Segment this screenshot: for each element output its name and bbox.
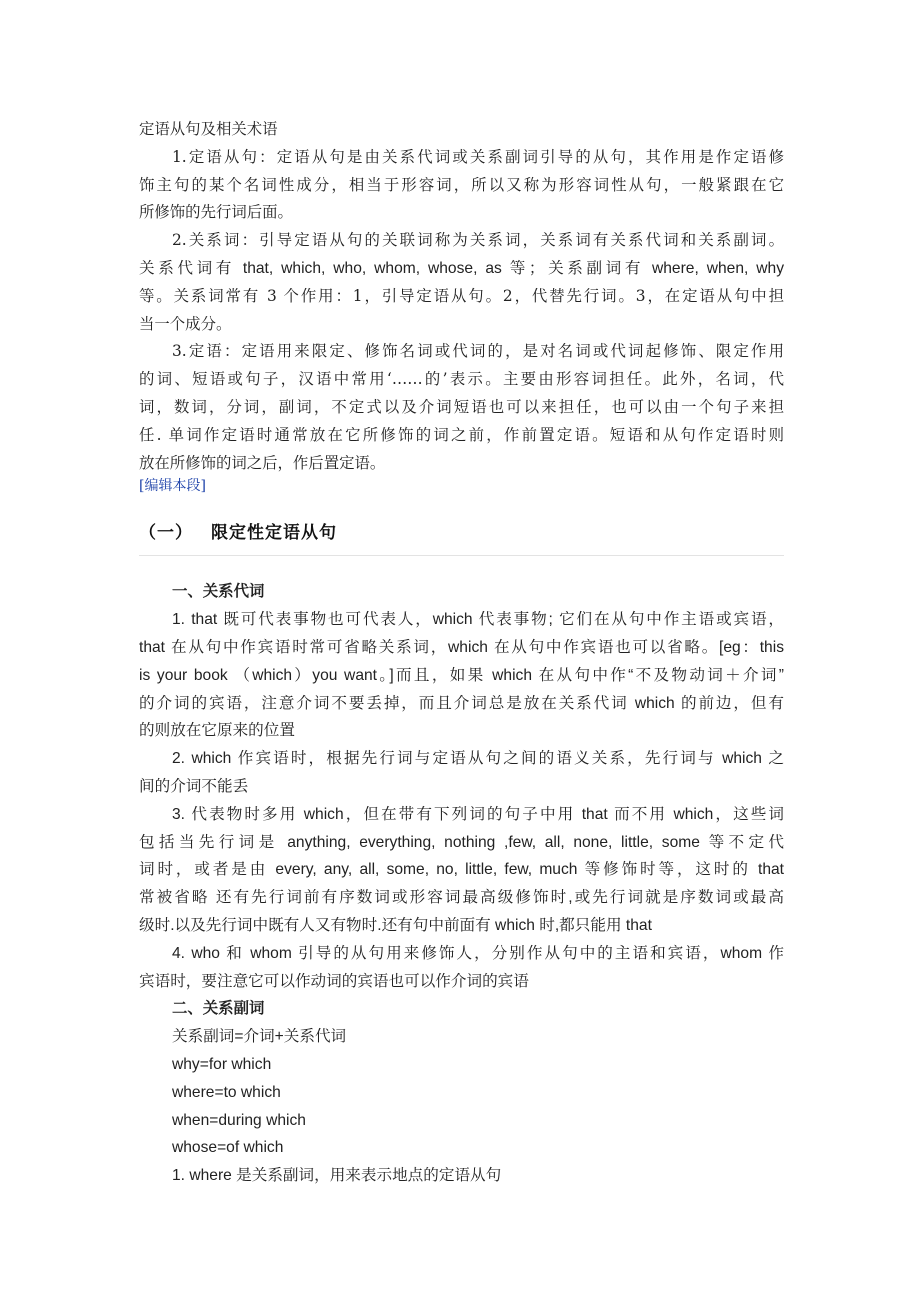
paragraph-line: that 在从句中作宾语时常可省略关系词，which 在从句中作宾语也可以省略。[eg：this [139, 638, 784, 656]
paragraph-relative-word [139, 227, 784, 338]
paragraph-that-only [139, 801, 784, 940]
document-body [139, 116, 784, 1190]
paragraph-line: 任. 单词作定语时通常放在它所修饰的词之前，作前置定语。短语和从句作定语时则 [139, 425, 784, 444]
paragraph-line: 4. who 和 whom 引导的从句用来修饰人，分别作从句中的主语和宾语，whom 作 [172, 944, 784, 962]
paragraph-line: 等。关系词常有 3 个作用：1，引导定语从句。2，代替先行词。3，在定语从句中担 [139, 286, 784, 305]
paragraph-line: 的介词的宾语，注意介词不要丢掉，而且介词总是放在关系代词 which 的前边，但有 [139, 694, 784, 712]
paragraph-line: 2.关系词：引导定语从句的关联词称为关系词，关系词有关系代词和关系副词。 [172, 231, 784, 250]
paragraph-line: 1. that 既可代表事物也可代表人，which 代表事物; 它们在从句中作主语或宾语， [172, 611, 784, 629]
paragraph-line: 饰主句的某个名词性成分，相当于形容词，所以又称为形容词性从句，一般紧跟在它 [139, 175, 784, 194]
paragraph-who-whom [139, 940, 784, 996]
relative-adverb-list [139, 1023, 784, 1190]
paragraph-line: 所修饰的先行词后面。 [139, 203, 293, 222]
paragraph-line: 的词、短语或句子，汉语中常用‘……的’表示。主要由形容词担任。此外，名词，代 [139, 370, 784, 389]
section-number: （一） [139, 523, 193, 543]
paragraph-line: 关系代词有 that, which, who, whom, whose, as 等；关系副词有 where, when, why [139, 259, 784, 277]
paragraph-line: 间的介词不能丢 [139, 777, 249, 795]
paragraph-line: is your book （which）you want。]而且，如果 which 在从句中作“不及物动词＋介词” [139, 666, 784, 684]
list-item: why=for which [172, 1055, 272, 1073]
subheading-relative-pronoun: 一、关系代词 [172, 583, 265, 601]
list-item: when=during which [172, 1111, 306, 1129]
paragraph-line: 3.定语：定语用来限定、修饰名词或代词的，是对名词或代词起修饰、限定作用 [172, 342, 784, 361]
paragraph-line: 宾语时，要注意它可以作动词的宾语也可以作介词的宾语 [139, 972, 529, 990]
list-item: 关系副词=介词+关系代词 [172, 1028, 347, 1046]
paragraph-line: 的则放在它原来的位置 [139, 722, 295, 740]
paragraph-line: 级时.以及先行词中既有人又有物时.还有句中前面有 which 时,都只能用 that [139, 916, 652, 934]
subheading-relative-adverb: 二、关系副词 [172, 1000, 265, 1018]
paragraph-line: 1.定语从句：定语从句是由关系代词或关系副词引导的从句，其作用是作定语修 [172, 147, 784, 166]
paragraph-line: 当一个成分。 [139, 314, 232, 333]
paragraph-line: 常被省略 还有先行词前有序数词或形容词最高级修饰时,或先行词就是序数词或最高 [139, 889, 784, 907]
paragraph-line: 词时，或者是由 every, any, all, some, no, little, few, much 等修饰时等，这时的 that [139, 861, 784, 879]
list-item: 1. where 是关系副词，用来表示地点的定语从句 [172, 1167, 502, 1185]
paragraph-that-which [139, 606, 784, 745]
list-item: whose=of which [172, 1139, 284, 1157]
section-title-text: 限定性定语从句 [211, 523, 337, 543]
edit-section-link[interactable]: [编辑本段] [139, 478, 206, 495]
section-heading [139, 519, 784, 556]
paragraph-line: 词，数词，分词，副词，不定式以及介词短语也可以来担任，也可以由一个句子来担 [139, 397, 784, 416]
list-item: where=to which [172, 1083, 281, 1101]
paragraph-relative-clause [139, 144, 784, 227]
paragraph-which-object [139, 745, 784, 801]
paragraph-line: 放在所修饰的词之后，作后置定语。 [139, 453, 386, 472]
paragraph-line: 包括当先行词是 anything, everything, nothing ,few, all, none, little, some 等不定代 [139, 833, 784, 851]
paragraph-line: 2. which 作宾语时，根据先行词与定语从句之间的语义关系，先行词与 which 之 [172, 750, 784, 768]
paragraph-line: 3. 代表物时多用 which，但在带有下列词的句子中用 that 而不用 which，这些词 [172, 805, 784, 823]
document-title: 定语从句及相关术语 [139, 120, 278, 138]
paragraph-attribute [139, 338, 784, 477]
